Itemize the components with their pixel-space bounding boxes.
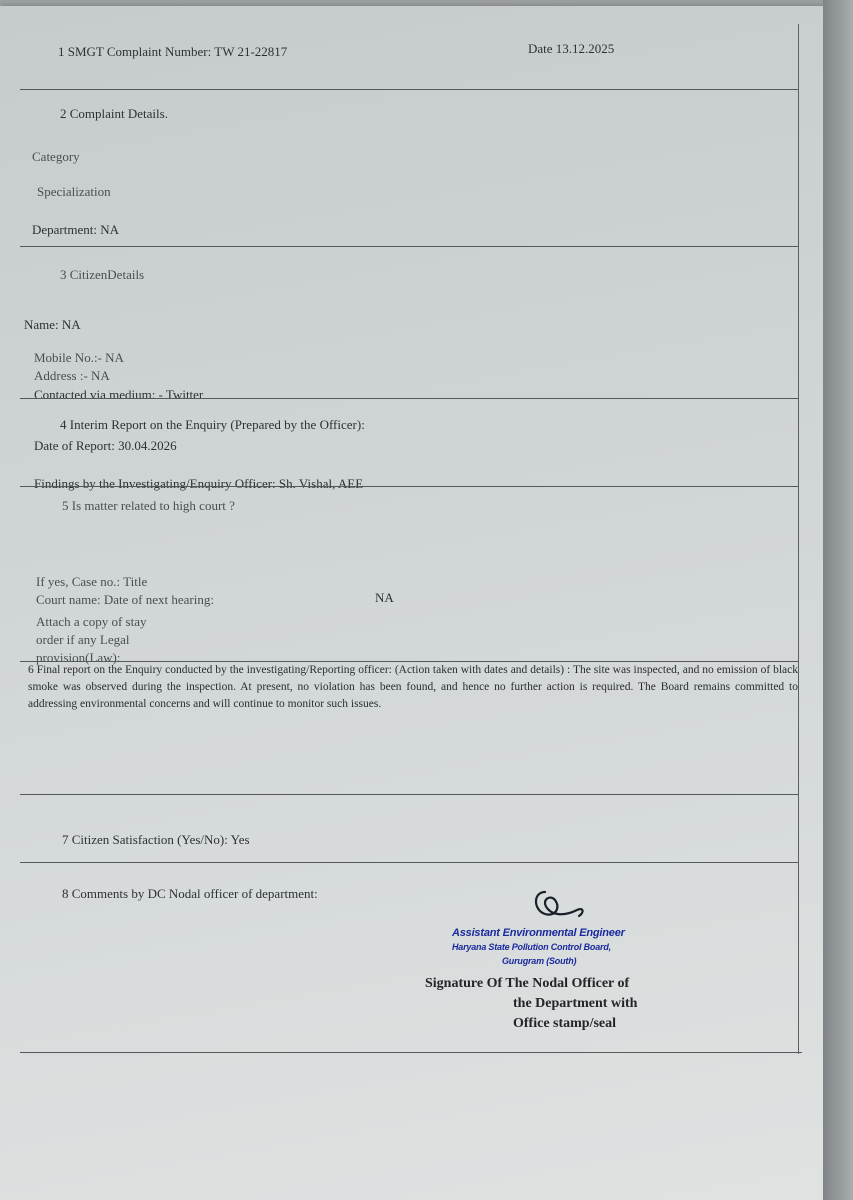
contact-medium-label: Contacted via medium: -	[34, 387, 163, 402]
citizen-address-label: Address :-	[34, 368, 88, 383]
case-number-label: If yes, Case no.: Title	[36, 574, 148, 589]
signature-caption-line2: the Department with	[513, 996, 638, 1011]
complaint-date	[528, 41, 614, 57]
findings-label: Findings by the Investigating/Enquiry Officer:	[34, 476, 276, 491]
section-divider	[20, 862, 798, 863]
contact-medium-value: Twitter	[165, 387, 204, 402]
citizen-mobile-field	[34, 350, 124, 366]
report-date-field	[34, 438, 177, 454]
stamp-line-2: Haryana State Pollution Control Board,	[452, 942, 611, 952]
final-report-label: 6 Final report on the Enquiry conducted by the investigating/Reporting officer: (Action taken with dates and details) :	[28, 664, 571, 676]
report-date-label: Date of Report:	[34, 438, 115, 453]
citizen-name-value: NA	[61, 317, 81, 332]
document-page	[0, 6, 823, 1200]
section-divider	[20, 486, 798, 487]
citizen-name-field	[24, 317, 81, 333]
signature-caption-line3: Office stamp/seal	[513, 1016, 617, 1031]
citizen-satisfaction-field	[62, 832, 250, 848]
citizen-address-value: NA	[91, 368, 110, 383]
citizen-address-field	[34, 368, 110, 384]
findings-value: Sh. Vishal, AEE	[278, 476, 364, 491]
report-date-value: 30.04.2026	[118, 438, 177, 453]
attach-copy-line1: Attach a copy of stay	[36, 614, 147, 629]
section-divider	[20, 246, 798, 247]
complaint-number-value: TW 21-22817	[214, 44, 288, 59]
background-edge	[823, 0, 853, 1200]
complaint-number-label: 1 SMGT Complaint Number:	[58, 44, 212, 59]
high-court-heading: 5 Is matter related to high court ?	[62, 498, 235, 513]
court-name-value: NA	[375, 590, 394, 605]
signature-caption	[425, 974, 637, 1034]
complaint-form	[20, 24, 799, 1054]
citizen-mobile-label: Mobile No.:-	[34, 350, 102, 365]
department-field	[32, 222, 119, 238]
attach-copy-line2: order if any Legal	[36, 632, 130, 647]
court-name-label: Court name: Date of next hearing:	[36, 592, 214, 607]
section-divider	[20, 1052, 802, 1053]
stamp-line-1: Assistant Environmental Engineer	[452, 927, 625, 939]
complaint-number	[58, 44, 287, 60]
section-divider	[20, 794, 798, 795]
department-label: Department:	[32, 222, 97, 237]
section-divider	[20, 89, 798, 90]
citizen-satisfaction-label: 7 Citizen Satisfaction (Yes/No):	[62, 832, 228, 847]
category-label: Category	[32, 149, 80, 164]
citizen-mobile-value: NA	[105, 350, 124, 365]
citizen-name-label: Name:	[24, 317, 59, 332]
citizen-satisfaction-value: Yes	[230, 832, 250, 847]
legal-provision-label: provision(Law):	[36, 650, 121, 665]
specialization-label: Specialization	[37, 184, 111, 199]
final-report-text: The site was inspected, and no emission of black smoke was observed during the inspection. At present, no violation has been found, and hence no further action is required. The Board remains committed to addressing environmental concerns and will continue to monitor such issues.	[28, 664, 798, 710]
contact-medium-field	[34, 387, 203, 403]
stamp-line-3: Gurugram (South)	[502, 956, 577, 966]
complaint-details-heading: 2 Complaint Details.	[60, 106, 168, 121]
complaint-date-label: Date	[528, 41, 553, 56]
signature-caption-line1: Signature Of The Nodal Officer of	[425, 976, 630, 991]
section-divider	[20, 398, 798, 399]
nodal-comments-label: 8 Comments by DC Nodal officer of department:	[62, 886, 318, 901]
complaint-date-value: 13.12.2025	[555, 41, 615, 56]
final-report-paragraph	[28, 662, 798, 713]
department-value: NA	[100, 222, 120, 237]
findings-field	[34, 476, 363, 492]
interim-report-heading: 4 Interim Report on the Enquiry (Prepared by the Officer):	[60, 417, 365, 432]
office-stamp	[452, 926, 682, 968]
citizen-details-heading: 3 CitizenDetails	[60, 267, 145, 282]
